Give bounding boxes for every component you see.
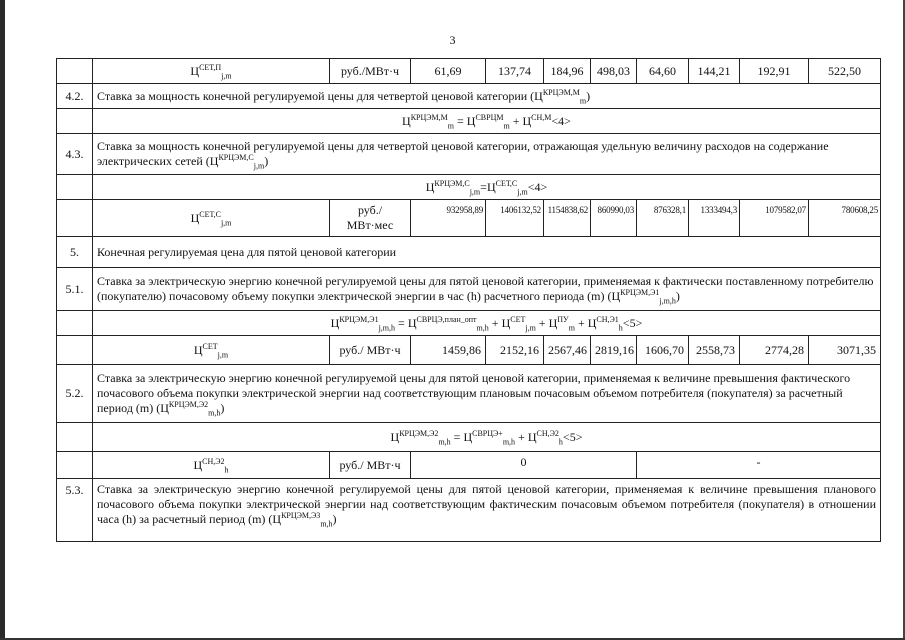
section-title: Ставка за электрическую энергию конечной регулируемой цены для пятой ценовой категории, применяемая к величине превышения планового почасового объема покупки электрической энергии над соответствующим фактическим почасовым объемом потребителя (покупателя) в отношении часа (h) за расчетный период (m) $(Ц^{КРЦЭМ,Э3}_{m,h})$ — [93, 479, 881, 542]
value-cell: 2567,46 — [544, 336, 591, 365]
value-cell: 1079582,07 — [740, 200, 809, 237]
section-title: Ставка за мощность конечной регулируемой цены для четвертой ценовой категории $(Ц^{КРЦЭМ,М}_m)$ — [93, 84, 881, 109]
table-row — [57, 268, 881, 311]
page-number: 3 — [449, 33, 456, 47]
value-cell: 1406132,52 — [486, 200, 544, 237]
unit-cell: руб./МВт·ч — [330, 59, 411, 84]
value-cell: 1459,86 — [411, 336, 486, 365]
value-cell: 2152,16 — [486, 336, 544, 365]
value-cell: 137,74 — [486, 59, 544, 84]
symbol-cell: $Ц^{СЕТ}_{j,m}$ — [93, 336, 330, 365]
value-cell: - — [637, 452, 881, 479]
value-cell: 932958,89 — [411, 200, 486, 237]
row-number-cell — [57, 59, 93, 84]
symbol-cell: $Ц^{СЕТ,П}_{j,m}$ — [93, 59, 330, 84]
value-cell: 64,60 — [637, 59, 689, 84]
table-row — [57, 59, 881, 84]
section-title: Ставка за электрическую энергию конечной регулируемой цены для пятой ценовой категории, применяемая к величине превышения фактического почасового объема покупки электрической энергии над соответствующим плановым почасовым объемом потребителя (покупателя) за расчетный период (m) $(Ц^{КРЦЭМ,Э2}_{m,h})$ — [93, 365, 881, 423]
value-cell: 144,21 — [689, 59, 740, 84]
row-number-cell — [57, 452, 93, 479]
table-row — [57, 109, 881, 134]
value-cell: 2774,28 — [740, 336, 809, 365]
formula: $Ц^{КРЦЭМ,С}_{j,m}=Ц^{СЕТ,С}_{j,m}<4>$ — [93, 175, 881, 200]
table-row — [57, 311, 881, 336]
value-cell: 0 — [411, 452, 637, 479]
table-row — [57, 365, 881, 423]
row-number-cell — [57, 336, 93, 365]
scan-left-edge — [0, 0, 5, 640]
symbol-cell: $Ц^{СЕТ,С}_{j,m}$ — [93, 200, 330, 237]
value-cell: 1154838,62 — [544, 200, 591, 237]
symbol-cell: $Ц^{СН,Э2}_h$ — [93, 452, 330, 479]
table-row — [57, 452, 881, 479]
value-cell: 876328,1 — [637, 200, 689, 237]
value-cell: 860990,03 — [591, 200, 637, 237]
table-row — [57, 479, 881, 542]
table-row — [57, 423, 881, 452]
section-number: 5. — [57, 237, 93, 268]
section-number: 5.3. — [57, 479, 93, 542]
section-number: 4.3. — [57, 134, 93, 175]
formula: $Ц^{КРЦЭМ,М}_m = Ц^{СВРЦМ}_m + Ц^{СН,М}<4>$ — [93, 109, 881, 134]
tariff-table — [56, 58, 881, 542]
table-row — [57, 237, 881, 268]
unit-cell: руб./ МВт·ч — [330, 336, 411, 365]
row-number-cell — [57, 311, 93, 336]
section-title: Ставка за мощность конечной регулируемой цены для четвертой ценовой категории, отражающая удельную величину расходов на содержание электрических сетей $(Ц^{КРЦЭМ,С}_{j,m})$ — [93, 134, 881, 175]
row-number-cell — [57, 423, 93, 452]
section-number: 5.1. — [57, 268, 93, 311]
formula: $Ц^{КРЦЭМ,Э1}_{j,m,h} = Ц^{СВРЦЭ,план\_опт}_{m,h} + Ц^{СЕТ}_{j,m} + Ц^{ПУ}_m + Ц^{СН,Э1}_h<5>$ — [93, 311, 881, 336]
row-number-cell — [57, 200, 93, 237]
value-cell: 2558,73 — [689, 336, 740, 365]
row-number-cell — [57, 175, 93, 200]
value-cell: 184,96 — [544, 59, 591, 84]
value-cell: 3071,35 — [809, 336, 881, 365]
value-cell: 498,03 — [591, 59, 637, 84]
value-cell: 2819,16 — [591, 336, 637, 365]
value-cell: 522,50 — [809, 59, 881, 84]
formula: $Ц^{КРЦЭМ,Э2}_{m,h} = Ц^{СВРЦЭ+}_{m,h} + Ц^{СН,Э2}_h<5>$ — [93, 423, 881, 452]
unit-cell: руб./ МВт·мес — [330, 200, 411, 237]
table-row — [57, 200, 881, 237]
row-number-cell — [57, 109, 93, 134]
table-row — [57, 84, 881, 109]
section-title: Ставка за электрическую энергию конечной регулируемой цены для пятой ценовой категории, применяемая к фактически поставленному потребителю (покупателю) почасовому объему покупки электрической энергии в час (h) расчетного периода (m) $(Ц^{КРЦЭМ,Э1}_{j,m,h})$ — [93, 268, 881, 311]
section-title: Конечная регулируемая цена для пятой ценовой категории — [93, 237, 881, 268]
table-row — [57, 134, 881, 175]
section-number: 4.2. — [57, 84, 93, 109]
unit-cell: руб./ МВт·ч — [330, 452, 411, 479]
table-row — [57, 175, 881, 200]
table-row — [57, 336, 881, 365]
value-cell: 1333494,3 — [689, 200, 740, 237]
value-cell: 61,69 — [411, 59, 486, 84]
value-cell: 1606,70 — [637, 336, 689, 365]
value-cell: 192,91 — [740, 59, 809, 84]
section-number: 5.2. — [57, 365, 93, 423]
value-cell: 780608,25 — [809, 200, 881, 237]
